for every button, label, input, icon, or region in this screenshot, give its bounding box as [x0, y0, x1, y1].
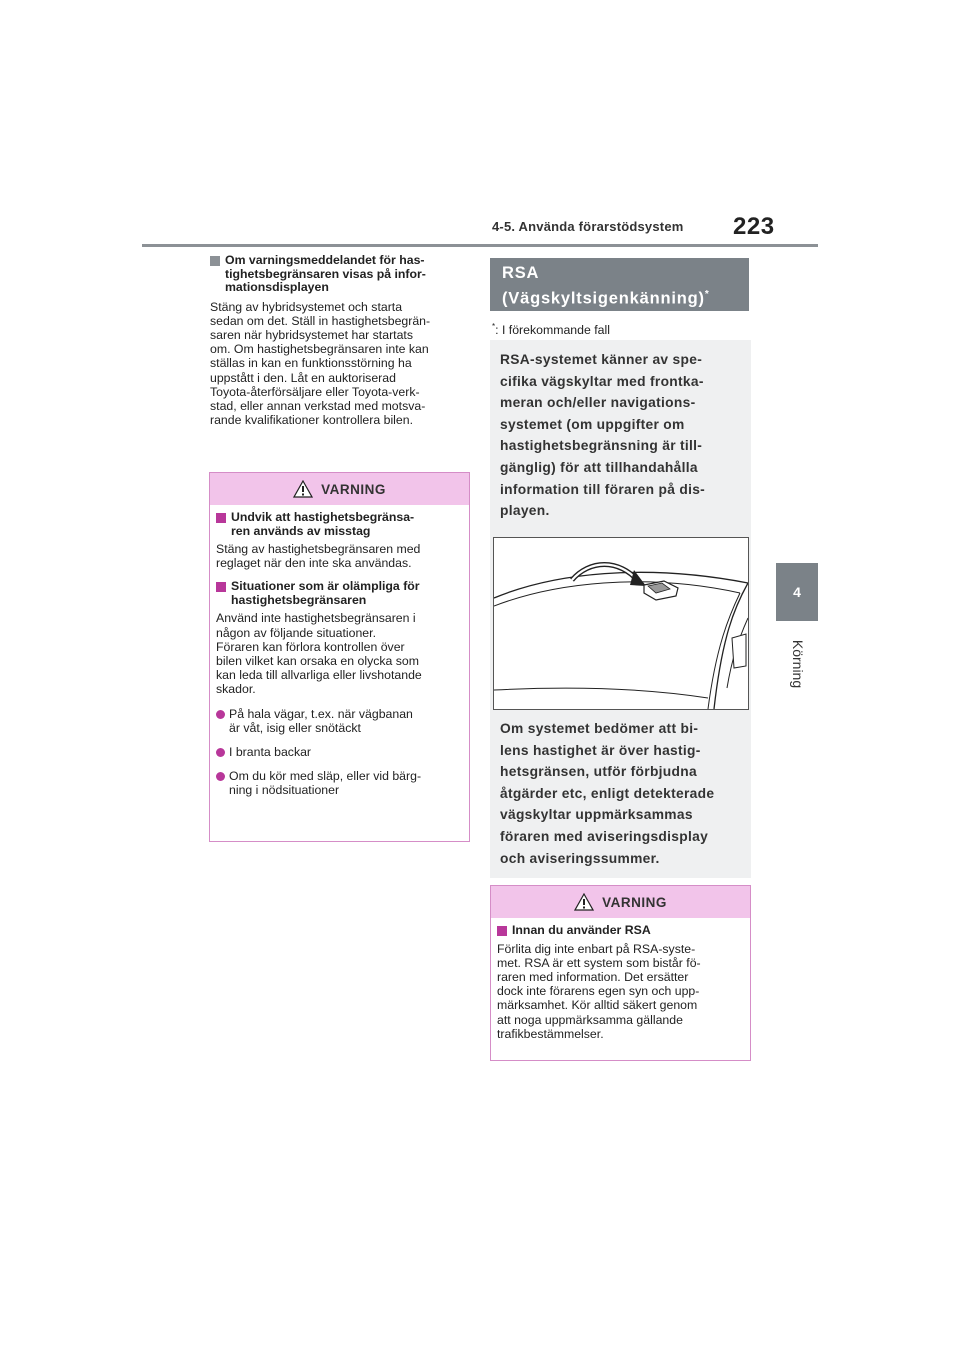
warning-paragraph: Använd inte hastighetsbegränsaren i någon av följande situationer. Föraren kan förlora kontrollen över bilen vilket kan orsaka en olycka som kan leda till allvarliga eller livshotande skador. [216, 611, 422, 697]
speed-limiter-warning-box [209, 472, 470, 842]
windshield-camera-illustration [493, 537, 749, 710]
square-bullet-icon [210, 256, 220, 266]
square-bullet-icon [216, 582, 226, 592]
warning-title: VARNING [210, 473, 469, 505]
warning-triangle-icon [574, 893, 594, 911]
rsa-warning-box [490, 885, 751, 1061]
square-bullet-icon [497, 926, 507, 936]
chapter-label: Körning [790, 639, 806, 689]
warning-paragraph: Stäng av hastighetsbegränsaren med reglaget när den inte ska användas. [216, 542, 421, 571]
warning-subheading: Innan du använder RSA [497, 924, 744, 938]
warning-subheading: Situationer som är olämpliga för hastighetsbegränsaren [216, 580, 463, 607]
list-item: Om du kör med släp, eller vid bärg- ning i nödsituationer [216, 769, 463, 797]
footnote: *: I förekommande fall [492, 322, 610, 338]
warning-triangle-icon [293, 480, 313, 498]
rsa-warning-description: Om systemet bedömer att bi- lens hastighet är över hastig- hetsgränsen, utför förbjudna åtgärder etc, enligt detekterade vägskyltar uppmärksammas föraren med aviseringsdisplay och aviseringssummer. [500, 721, 715, 866]
round-bullet-icon [216, 710, 225, 719]
header-divider [142, 244, 818, 247]
chapter-number: 4 [793, 584, 801, 600]
list-item: I branta backar [216, 745, 463, 759]
camera-sensor-icon [644, 581, 678, 600]
warning-subheading: Undvik att hastighetsbegränsa- ren används av misstag [216, 511, 463, 538]
warning-message-heading: Om varningsmeddelandet för has- tighetsbegränsaren visas på infor- mationsdisplayen [210, 254, 472, 295]
round-bullet-icon [216, 748, 225, 757]
rsa-info-box [490, 340, 751, 878]
rsa-description: RSA-systemet känner av spe- cifika vägskyltar med frontka- meran och/eller navigations- systemet (om uppgifter om hastighetsbegränsning är till- gänglig) för att tillhandahålla information till föraren på dis- playen. [500, 352, 706, 519]
warning-title: VARNING [491, 886, 750, 918]
warning-message-body: Stäng av hybridsystemet och starta sedan om det. Ställ in hastighetsbegrän- saren när hybridsystemet har startats om. Om hastighetsbegränsaren inte kan ställas in kan en funktionsstörning ha uppstått i den. Låt en auktoriserad Toyota-återförsäljare eller Toyota-verk- stad, eller annan verkstad med motsva- rande kvalifikationer kontrollera bilen. [210, 299, 431, 428]
section-reference: 4-5. Använda förarstödsystem [492, 219, 684, 234]
left-column [210, 254, 472, 427]
chapter-tab [776, 563, 818, 621]
page-number: 223 [733, 213, 775, 240]
rsa-section-heading: RSA (Vägskyltsigenkänning)* [490, 258, 749, 311]
list-item: På hala vägar, t.ex. när vägbanan är våt, isig eller snötäckt [216, 707, 463, 735]
square-bullet-icon [216, 513, 226, 523]
warning-paragraph: Förlita dig inte enbart på RSA-syste- met. RSA är ett system som bistår fö- raren med information. Det ersätter dock inte förarens egen syn och upp- märksamhet. Kör alltid säkert genom att noga uppmärksamma gällande trafikbestämmelser. [497, 941, 701, 1041]
round-bullet-icon [216, 772, 225, 781]
